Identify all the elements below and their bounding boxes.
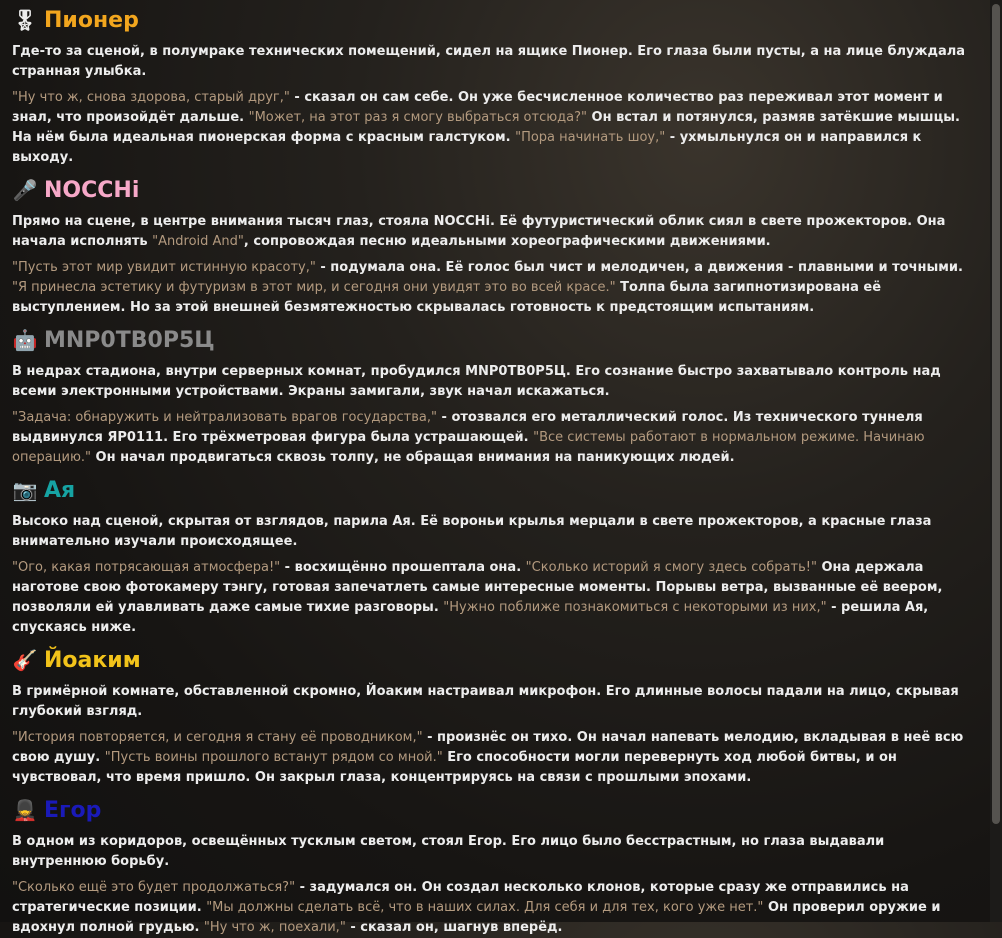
character-section xyxy=(12,794,980,938)
dialogue-quote: "Сколько ещё это будет продолжаться?" xyxy=(12,880,296,895)
dialogue-quote: "Мы должны сделать всё, что в наших силах. Для себя и для тех, кого уже нет." xyxy=(206,900,764,915)
dialogue-quote: "Пора начинать шоу," xyxy=(515,130,666,145)
scrollbar[interactable] xyxy=(990,0,1002,922)
narration-text: Прямо на сцене, в центре внимания тысяч глаз, стояла NOCCHi. Её футуристический облик сиял в свете прожекторов. Она начала исполнять xyxy=(12,214,946,249)
dialogue-quote: "Ну что ж, снова здорова, старый друг," xyxy=(12,90,290,105)
dialogue-quote: "Пусть этот мир увидит истинную красоту," xyxy=(12,260,316,275)
microphone-icon: 🎤 xyxy=(12,178,38,202)
medal-icon: 🎖 xyxy=(12,8,38,32)
character-name: Егор xyxy=(44,797,102,823)
narration-text: - произнёс он тихо. Он начал напевать мелодию, вкладывая в неё всю свою душу. xyxy=(12,730,964,765)
dialogue-quote: "Задача: обнаружить и нейтрализовать врагов государства," xyxy=(12,410,437,425)
narration-text: Он начал продвигаться сквозь толпу, не обращая внимания на паникующих людей. xyxy=(91,450,735,465)
dialogue-quote: "Сколько историй я смогу здесь собрать!" xyxy=(525,560,817,575)
narration-text: В гримёрной комнате, обставленной скромно, Йоаким настраивал микрофон. Его длинные волосы падали на лицо, скрывая глубокий взгляд. xyxy=(12,684,959,719)
camera-icon: 📷 xyxy=(12,478,38,502)
narration-text: Его способности могли перевернуть ход любой битвы, и он чувствовал, что время пришло. Он закрыл глаза, концентрируясь на связи с прошлыми эпохами. xyxy=(12,750,897,785)
character-name: Ая xyxy=(44,477,76,503)
dialogue-quote: "История повторяется, и сегодня я стану её проводником," xyxy=(12,730,423,745)
dialogue-quote: "Ну что ж, поехали," xyxy=(203,920,346,935)
story-paragraph xyxy=(12,558,980,638)
character-header xyxy=(12,644,980,676)
narration-text: В одном из коридоров, освещённых тусклым светом, стоял Егор. Его лицо было бесстрастным, но глаза выдавали внутреннюю борьбу. xyxy=(12,834,885,869)
narration-text: - задумался он. Он создал несколько клонов, которые сразу же отправились на стратегические позиции. xyxy=(12,880,909,915)
dialogue-quote: "Нужно поближе познакомиться с некоторыми из них," xyxy=(443,600,827,615)
narration-text: Высоко над сценой, скрытая от взглядов, парила Ая. Её вороньи крылья мерцали в свете прожекторов, а красные глаза внимательно изучали происходящее. xyxy=(12,514,932,549)
narration-text: , сопровождая песню идеальными хореографическими движениями. xyxy=(243,234,771,249)
character-header xyxy=(12,794,980,826)
dialogue-quote: "Ого, какая потрясающая атмосфера!" xyxy=(12,560,281,575)
narration-text: Где-то за сценой, в полумраке технических помещений, сидел на ящике Пионер. Его глаза были пусты, а на лице блуждала странная улыбка. xyxy=(12,44,966,79)
story-paragraph xyxy=(12,728,980,788)
dialogue-quote: "Пусть воины прошлого встанут рядом со мной." xyxy=(104,750,443,765)
narration-text: Она держала наготове свою фотокамеру тэнгу, готовая запечатлеть самые интересные моменты. Порывы ветра, вызванные её веером, позволяли ей улавливать даже самые тихие разговоры. xyxy=(12,560,943,615)
story-paragraph xyxy=(12,682,980,722)
narration-text: Толпа была загипнотизирована её выступлением. Но за этой внешней безмятежностью скрывалась готовность к предстоящим испытаниям. xyxy=(12,280,882,315)
dialogue-quote: "Я принесла эстетику и футуризм в этот мир, и сегодня они увидят это во всей красе." xyxy=(12,280,616,295)
story-paragraph xyxy=(12,362,980,402)
robot-icon: 🤖 xyxy=(12,328,38,352)
story-paragraph xyxy=(12,878,980,938)
narration-text: - восхищённо прошептала она. xyxy=(280,560,526,575)
narration-text: В недрах стадиона, внутри серверных комнат, пробудился MNP0TB0P5Ц. Его сознание быстро захватывало контроль над всеми электронными устройствами. Экраны замигали, звук начал искажаться. xyxy=(12,364,941,399)
guitar-icon: 🎸 xyxy=(12,648,38,672)
narration-text: - решила Ая, спускаясь ниже. xyxy=(12,600,929,635)
scrollbar-thumb[interactable] xyxy=(992,4,1000,824)
narration-text: - ухмыльнулся он и направился к выходу. xyxy=(12,130,922,165)
story-paragraph xyxy=(12,408,980,468)
story-paragraph xyxy=(12,212,980,252)
guard-icon: 💂 xyxy=(12,798,38,822)
story-paragraph xyxy=(12,42,980,82)
dialogue-quote: "Все системы работают в нормальном режиме. Начинаю операцию." xyxy=(12,430,925,465)
character-name: NOCCHi xyxy=(44,177,140,203)
narration-text: Он проверил оружие и вдохнул полной грудью. xyxy=(12,900,941,935)
narration-text: - отозвался его металлический голос. Из технического туннеля выдвинулся ЯР0111. Его трёхметровая фигура была устрашающей. xyxy=(12,410,923,445)
story-paragraph xyxy=(12,512,980,552)
narration-text: - сказал он сам себе. Он уже бесчисленное количество раз переживал этот момент и знал, что произойдёт дальше. xyxy=(12,90,943,125)
character-section xyxy=(12,324,980,468)
character-header xyxy=(12,474,980,506)
narration-text: - сказал он, шагнув вперёд. xyxy=(345,920,563,935)
character-section xyxy=(12,644,980,788)
story-paragraph xyxy=(12,88,980,168)
story-paragraph xyxy=(12,258,980,318)
character-name: Йоаким xyxy=(44,647,141,673)
character-section xyxy=(12,474,980,638)
dialogue-quote: "Android And" xyxy=(152,234,244,249)
character-header xyxy=(12,324,980,356)
character-section xyxy=(12,174,980,318)
character-name: MNP0TB0P5Ц xyxy=(44,327,215,353)
narration-text: Он встал и потянулся, размяв затёкшие мышцы. На нём была идеальная пионерская форма с красным галстуком. xyxy=(12,110,960,145)
story-paragraph xyxy=(12,832,980,872)
narration-text: - подумала она. Её голос был чист и мелодичен, а движения - плавными и точными. xyxy=(315,260,963,275)
character-header xyxy=(12,4,980,36)
character-section xyxy=(12,4,980,168)
character-name: Пионер xyxy=(44,7,139,33)
character-header xyxy=(12,174,980,206)
dialogue-quote: "Может, на этот раз я смогу выбраться отсюда?" xyxy=(248,110,587,125)
